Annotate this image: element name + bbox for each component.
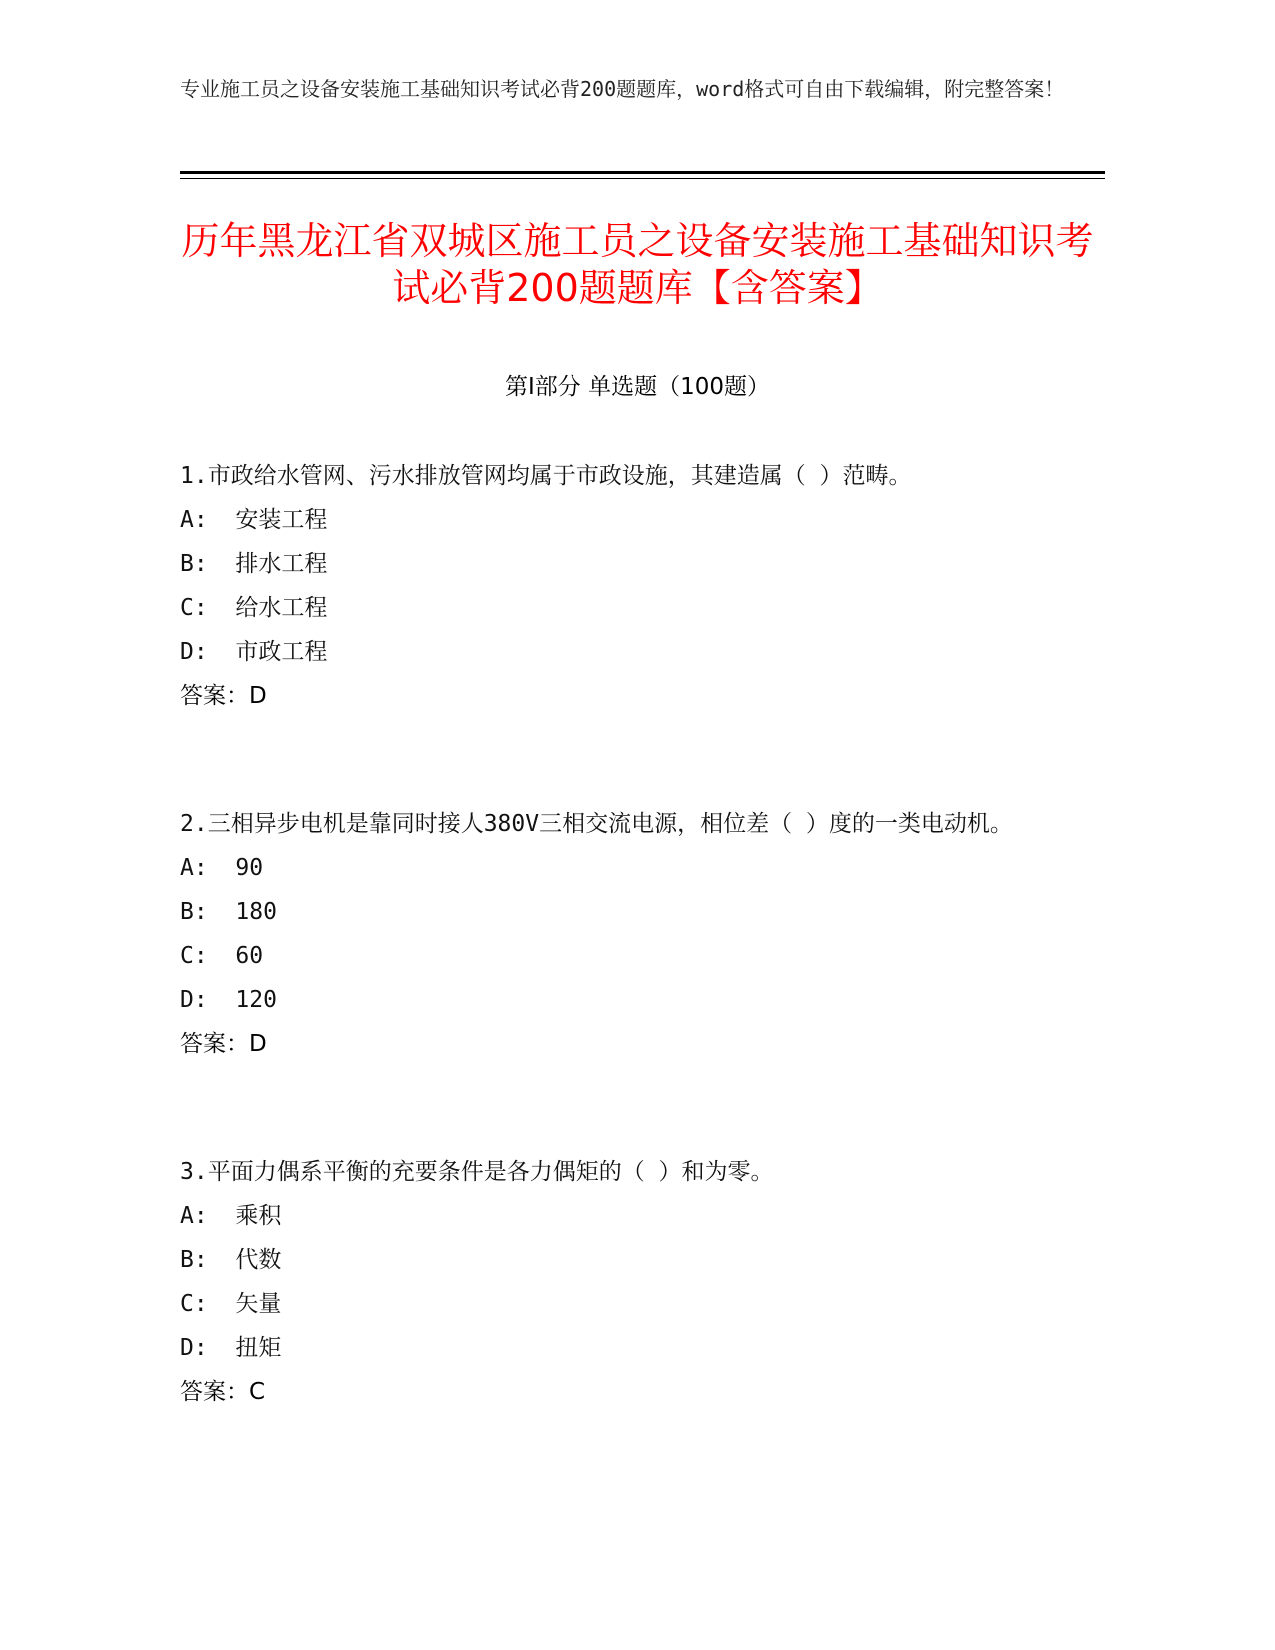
option-d: D: 扭矩 <box>180 1335 282 1361</box>
header-rule-thin <box>180 178 1105 179</box>
option-d: D: 120 <box>180 987 277 1013</box>
question-stem: 1.市政给水管网、污水排放管网均属于市政设施，其建造属（ ）范畴。 <box>180 463 912 489</box>
option-d: D: 市政工程 <box>180 639 328 665</box>
answer-line: 答案：D <box>180 683 267 709</box>
question-item <box>180 454 1040 718</box>
option-c: C: 给水工程 <box>180 595 328 621</box>
option-c: C: 60 <box>180 943 264 969</box>
question-stem: 2.三相异步电机是靠同时接人380V三相交流电源，相位差（ ）度的一类电动机。 <box>180 811 1013 837</box>
answer-line: 答案：D <box>180 1031 267 1057</box>
option-a: A: 安装工程 <box>180 507 328 533</box>
option-b: B: 代数 <box>180 1247 282 1273</box>
option-a: A: 90 <box>180 855 264 881</box>
question-item <box>180 802 1040 1066</box>
option-b: B: 排水工程 <box>180 551 328 577</box>
option-c: C: 矢量 <box>180 1291 282 1317</box>
answer-line: 答案：C <box>180 1379 266 1405</box>
header-note: 专业施工员之设备安装施工基础知识考试必背200题题库，word格式可自由下载编辑，附完整答案！ <box>180 77 1065 101</box>
header-rule-thick <box>180 171 1105 174</box>
document-title: 历年黑龙江省双城区施工员之设备安装施工基础知识考试必背200题题库【含答案】 <box>181 219 1094 310</box>
option-a: A: 乘积 <box>180 1203 282 1229</box>
question-item <box>180 1150 1040 1414</box>
question-stem: 3.平面力偶系平衡的充要条件是各力偶矩的（ ）和为零。 <box>180 1159 774 1185</box>
option-b: B: 180 <box>180 899 277 925</box>
section-heading: 第I部分 单选题（100题） <box>505 374 770 400</box>
